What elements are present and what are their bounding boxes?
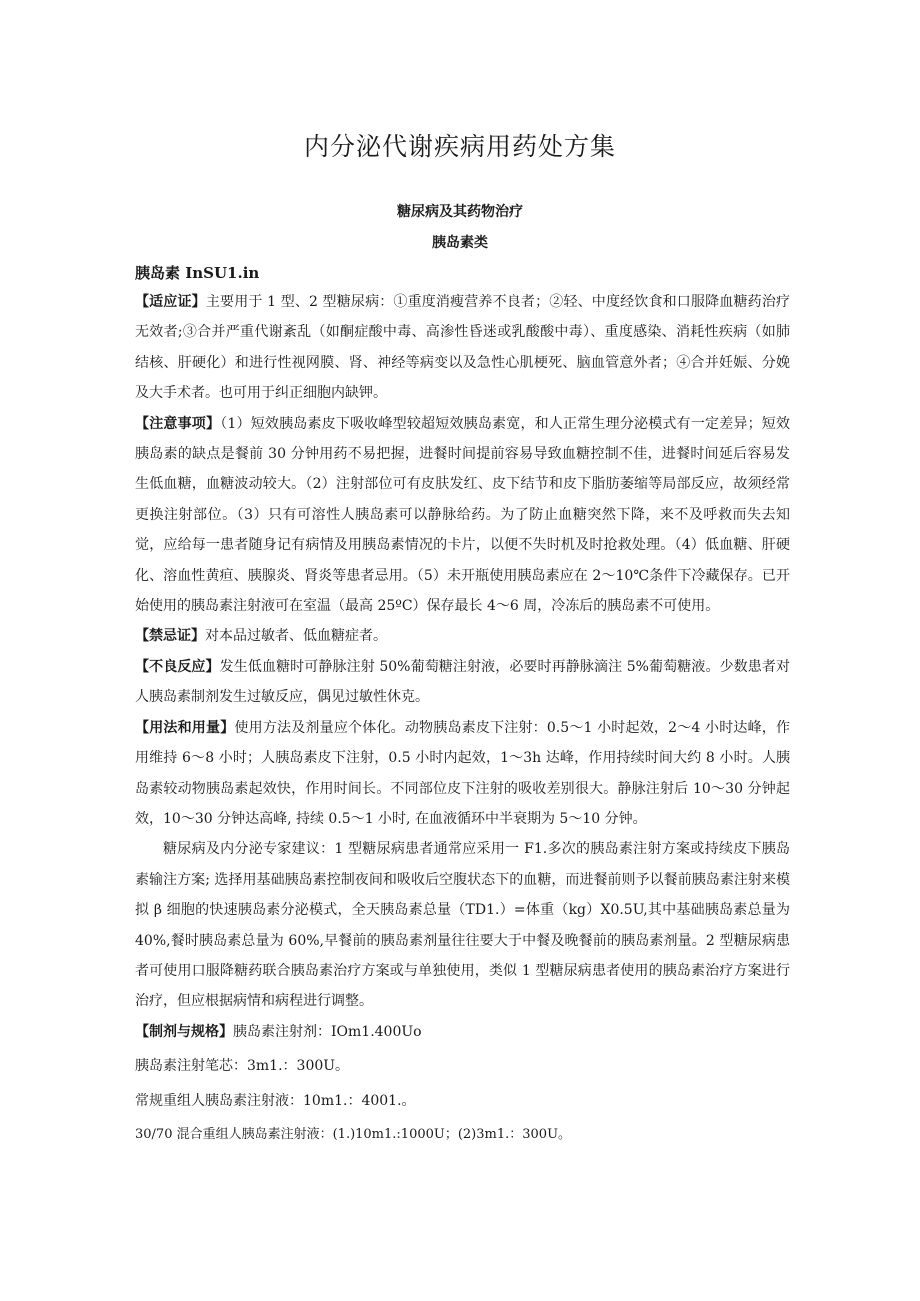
formulation-item: 常规重组人胰岛素注射液：10m1.：4001.。 [135, 1092, 416, 1109]
document-body [135, 287, 790, 1150]
contraindications-label: 【禁忌证】 [135, 628, 205, 645]
indications-label: 【适应证】 [135, 294, 206, 310]
section-title: 糖尿病及其药物治疗 [397, 204, 523, 220]
indications-paragraph [135, 287, 790, 409]
adverse-reactions-text: 发生低血糖时可静脉注射 50%葡萄糖注射液，必要时再静脉滴注 5%葡萄糖液。少数患者对人胰岛素制剂发生过敏反应，偶见过敏性休克。 [135, 658, 790, 706]
contraindications-text: 对本品过敏者、低血糖症者。 [205, 628, 387, 645]
dosage-paragraph [135, 713, 790, 835]
formulations-text: 胰岛素注射剂：IOm1.400Uo [233, 1023, 422, 1040]
formulation-item: 胰岛素注射笔芯：3m1.：300U。 [135, 1058, 350, 1075]
formulations-paragraph [135, 1017, 790, 1047]
dosage-label: 【用法和用量】 [135, 719, 235, 736]
precautions-paragraph [135, 409, 790, 622]
contraindications-paragraph [135, 621, 790, 651]
subsection-title: 胰岛素类 [432, 235, 488, 251]
expert-advice-paragraph: 糖尿病及内分泌专家建议：1 型糖尿病患者通常应采用一 F1.多次的胰岛素注射方案或持续皮下胰岛素输注方案; 选择用基础胰岛素控制夜间和吸收后空腹状态下的血糖，而进餐前则予以餐前胰岛素注射来模拟 β 细胞的快速胰岛素分泌模式，全天胰岛素总量（TD1.）=体重（kg）X0.5U,其中基础胰岛素总量为 40%,餐时胰岛素总量为 60%,早餐前的胰岛素剂量往往要大于中餐及晚餐前的胰岛素剂量。2 型糖尿病患者可使用口服降糖药联合胰岛素治疗方案或与单独使用，类似 1 型糖尿病患者使用的胰岛素治疗方案进行治疗，但应根据病情和病程进行调整。 [135, 841, 790, 1010]
indications-text: 主要用于 1 型、2 型糖尿病：①重度消瘦营养不良者；②轻、中度经饮食和口服降血糖药治疗无效者;③合并严重代谢紊乱（如酮症酸中毒、高渗性昏迷或乳酸酸中毒）、重度感染、消耗性疾病（如肺结核、肝硬化）和进行性视网膜、肾、神经等病变以及急性心肌梗死、脑血管意外者；④合并妊娠、分娩及大手术者。也可用于纠正细胞内缺钾。 [135, 294, 790, 402]
formulation-item: 30/70 混合重组人胰岛素注射液：(1.)10m1.:1000U；(2)3m1.：300U。 [135, 1126, 572, 1142]
adverse-reactions-label: 【不良反应】 [135, 658, 220, 675]
formulations-label: 【制剂与规格】 [135, 1023, 233, 1040]
precautions-text: （1）短效胰岛素皮下吸收峰型较超短效胰岛素宽，和人正常生理分泌模式有一定差异；短效胰岛素的缺点是餐前 30 分钟用药不易把握，进餐时间提前容易导致血糖控制不佳，进餐时间延后容易发生低血糖，血糖波动较大。（2）注射部位可有皮肤发红、皮下结节和皮下脂肪萎缩等局部反应，故须经常更换注射部位。（3）只有可溶性人胰岛素可以静脉给药。为了防止血糖突然下降，来不及呼救而失去知觉，应给每一患者随身记有病情及用胰岛素情况的卡片，以便不失时机及时抢救处理。（4）低血糖、肝硬化、溶血性黄疸、胰腺炎、肾炎等患者忌用。（5）未开瓶使用胰岛素应在 2～10℃条件下冷藏保存。已开始使用的胰岛素注射液可在室温（最高 25ºC）保存最长 4～6 周，冷冻后的胰岛素不可使用。 [135, 415, 790, 615]
precautions-label: 【注意事项】 [135, 415, 221, 432]
drug-name: 胰岛素 InSU1.in [135, 264, 260, 282]
dosage-text: 使用方法及剂量应个体化。动物胰岛素皮下注射：0.5～1 小时起效，2～4 小时达峰，作用维持 6～8 小时；人胰岛素皮下注射，0.5 小时内起效，1～3h 达峰，作用持续时间大约 8 小时。人胰岛素较动物胰岛素起效快，作用时间长。不同部位皮下注射的吸收差别很大。静脉注射后 10～30 分钟起效，10～30 分钟达高峰, 持续 0.5～1 小时, 在血液循环中半衰期为 5～10 分钟。 [135, 719, 790, 827]
document-title: 内分泌代谢疾病用药处方集 [303, 132, 616, 161]
adverse-reactions-paragraph [135, 652, 790, 713]
